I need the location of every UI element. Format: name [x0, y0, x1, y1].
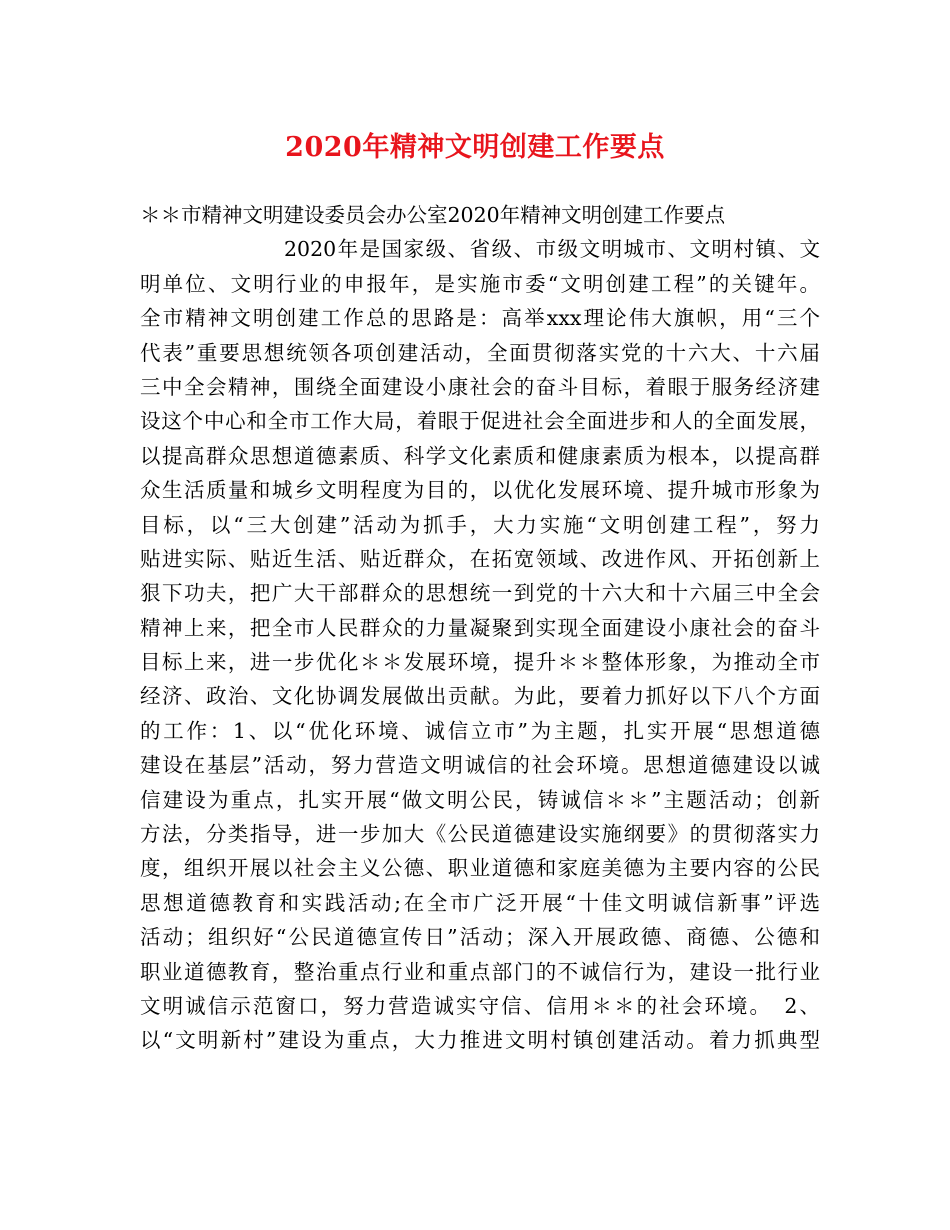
body-line: 经济、政治、文化协调发展做出贡献。为此，要着力抓好以下八个方面 — [140, 684, 820, 709]
body-line: 文明诚信示范窗口，努力营造诚实守信、信用＊＊的社会环境。 2、 — [140, 993, 820, 1018]
body-line: 活动；组织好“公民道德宣传日”活动；深入开展政德、商德、公德和 — [140, 925, 820, 950]
body-line: 众生活质量和城乡文明程度为目的，以优化发展环境、提升城市形象为 — [140, 478, 820, 503]
body-line: 建设在基层”活动，努力营造文明诚信的社会环境。思想道德建设以诚 — [140, 753, 820, 778]
body-line: 明单位、文明行业的申报年，是实施市委“文明创建工程”的关键年。 — [140, 271, 820, 296]
body-line: 度，组织开展以社会主义公德、职业道德和家庭美德为主要内容的公民 — [140, 856, 820, 881]
body-line: 职业道德教育，整治重点行业和重点部门的不诚信行为，建设一批行业 — [140, 959, 820, 984]
body-line: 思想道德教育和实践活动;在全市广泛开展“十佳文明诚信新事”评选 — [140, 890, 820, 915]
body-line: 目标，以“三大创建”活动为抓手，大力实施“文明创建工程”，努力 — [140, 512, 820, 537]
body-line: 精神上来，把全市人民群众的力量凝聚到实现全面建设小康社会的奋斗 — [140, 615, 820, 640]
body-line: 以提高群众思想道德素质、科学文化素质和健康素质为根本，以提高群 — [140, 443, 820, 468]
body-line: 2020年是国家级、省级、市级文明城市、文明村镇、文 — [284, 237, 820, 262]
body-line: 以“文明新村”建设为重点，大力推进文明村镇创建活动。着力抓典型 — [140, 1028, 820, 1053]
document-body — [140, 198, 820, 1058]
body-line: 的工作：1、以“优化环境、诚信立市”为主题，扎实开展“思想道德 — [140, 718, 820, 743]
body-line: 三中全会精神，围绕全面建设小康社会的奋斗目标，着眼于服务经济建 — [140, 374, 820, 399]
body-line: 方法，分类指导，进一步加大《公民道德建设实施纲要》的贯彻落实力 — [140, 822, 820, 847]
body-line: 全市精神文明创建工作总的思路是：高举xxx理论伟大旗帜，用“三个 — [140, 306, 820, 331]
body-line: 目标上来，进一步优化＊＊发展环境，提升＊＊整体形象，为推动全市 — [140, 650, 820, 675]
body-line: ＊＊市精神文明建设委员会办公室2020年精神文明创建工作要点 — [140, 203, 726, 227]
body-line: 贴进实际、贴近生活、贴近群众，在拓宽领域、改进作风、开拓创新上 — [140, 546, 820, 571]
body-line: 信建设为重点，扎实开展“做文明公民，铸诚信＊＊”主题活动；创新 — [140, 787, 820, 812]
body-line: 代表”重要思想统领各项创建活动，全面贯彻落实党的十六大、十六届 — [140, 340, 820, 365]
body-line: 狠下功夫，把广大干部群众的思想统一到党的十六大和十六届三中全会 — [140, 581, 820, 606]
body-line: 设这个中心和全市工作大局，着眼于促进社会全面进步和人的全面发展， — [140, 409, 820, 434]
document-title: 2020年精神文明创建工作要点 — [285, 132, 665, 163]
